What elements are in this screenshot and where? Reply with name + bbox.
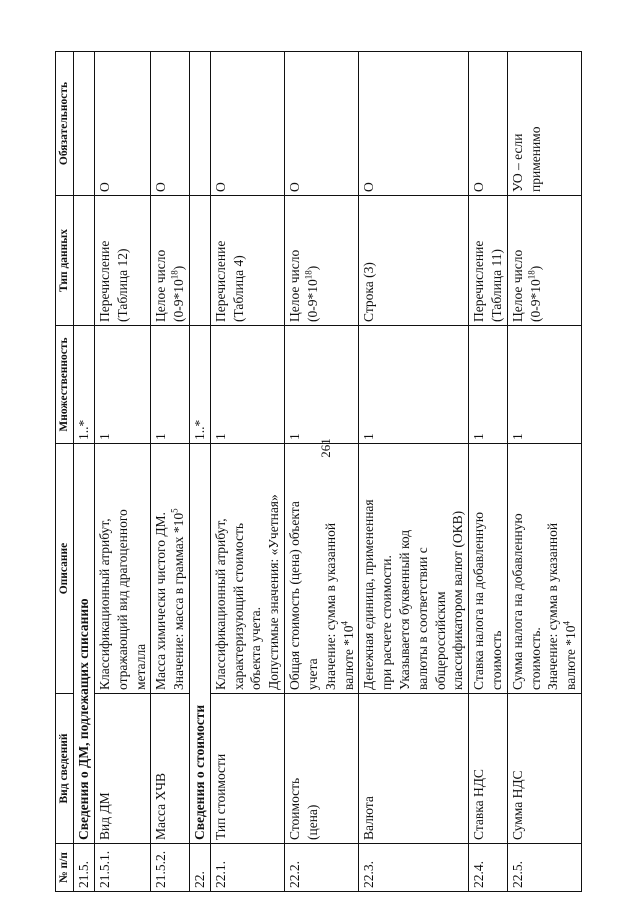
row-desc: Сумма налога на добавленную стоимость. Значение: сумма в указанной валюте $*10^4$ xyxy=(507,444,581,694)
row-desc: Классификационный атрибут, характеризующий стоимость объекта учета. Допустимые значения: «Учетная» xyxy=(210,444,284,694)
row-mult: 1 xyxy=(210,326,284,444)
table-header-row xyxy=(56,52,74,892)
header-mult: Множественность xyxy=(56,326,74,444)
row-num: 22.3. xyxy=(359,844,469,892)
row-num: 21.5.1. xyxy=(94,844,150,892)
row-req: О xyxy=(285,52,359,196)
row-mult: 1 xyxy=(507,326,581,444)
row-kind: Тип стоимости xyxy=(210,694,284,844)
row-mult: 1..* xyxy=(190,326,211,444)
row-kind: Сумма НДС xyxy=(507,694,581,844)
row-kind: Ставка НДС xyxy=(469,694,508,844)
row-num: 22.4. xyxy=(469,844,508,892)
section-title: Сведения о ДМ, подлежащих списанию xyxy=(74,444,95,844)
row-type: Перечисление (Таблица 4) xyxy=(210,196,284,326)
row-mult: 1 xyxy=(151,326,190,444)
section-row xyxy=(74,52,95,892)
header-desc: Описание xyxy=(56,444,74,694)
row-mult: 1..* xyxy=(74,326,95,444)
header-req: Обязательность xyxy=(56,52,74,196)
row-num: 22.5. xyxy=(507,844,581,892)
page-number: 261 xyxy=(317,438,333,458)
row-type: Строка (3) xyxy=(359,196,469,326)
row-desc: Ставка налога на добавленную стоимость xyxy=(469,444,508,694)
row-req: О xyxy=(151,52,190,196)
row-num: 21.5. xyxy=(74,844,95,892)
row-type: Перечисление (Таблица 11) xyxy=(469,196,508,326)
row-mult: 1 xyxy=(94,326,150,444)
row-req: О xyxy=(210,52,284,196)
row-num: 22.1. xyxy=(210,844,284,892)
row-kind: Вид ДМ xyxy=(94,694,150,844)
row-num: 22. xyxy=(190,844,211,892)
data-table xyxy=(55,51,582,892)
row-req: О xyxy=(359,52,469,196)
table-row xyxy=(359,52,469,892)
row-req: УО – если применимо xyxy=(507,52,581,196)
row-mult: 1 xyxy=(469,326,508,444)
table-row xyxy=(210,52,284,892)
row-kind: Масса ХЧВ xyxy=(151,694,190,844)
table-row xyxy=(507,52,581,892)
row-type: Целое число $(0-9*10^{18})$ xyxy=(285,196,359,326)
row-desc: Общая стоимость (цена) объекта учета Значение: сумма в указанной валюте $*10^4$ xyxy=(285,444,359,694)
row-kind: Валюта xyxy=(359,694,469,844)
table-container xyxy=(55,52,630,892)
row-num: 21.5.2. xyxy=(151,844,190,892)
header-kind: Вид сведений xyxy=(56,694,74,844)
section-row xyxy=(190,52,211,892)
row-desc: Масса химически чистого ДМ. Значение: масса в граммах $*10^5$ xyxy=(151,444,190,694)
row-type: Целое число $(0-9*10^{18})$ xyxy=(151,196,190,326)
row-desc: Классификационный атрибут, отражающий вид драгоценного металла xyxy=(94,444,150,694)
header-num: № п/п xyxy=(56,844,74,892)
section-title: Сведения о стоимости xyxy=(190,444,211,844)
header-type: Тип данных xyxy=(56,196,74,326)
row-type: Целое число $(0-9*10^{18})$ xyxy=(507,196,581,326)
row-kind: Стоимость (цена) xyxy=(285,694,359,844)
row-req: О xyxy=(469,52,508,196)
row-desc: Денежная единица, примененная при расчете стоимости. Указывается буквенный код валюты в соответствии с общероссийским классификатором валют (ОКВ) xyxy=(359,444,469,694)
row-type: Перечисление (Таблица 12) xyxy=(94,196,150,326)
row-mult: 1 xyxy=(359,326,469,444)
table-row xyxy=(469,52,508,892)
table-row xyxy=(151,52,190,892)
row-mult: 1 xyxy=(285,326,359,444)
row-req: О xyxy=(94,52,150,196)
table-row xyxy=(285,52,359,892)
table-row xyxy=(94,52,150,892)
row-num: 22.2. xyxy=(285,844,359,892)
